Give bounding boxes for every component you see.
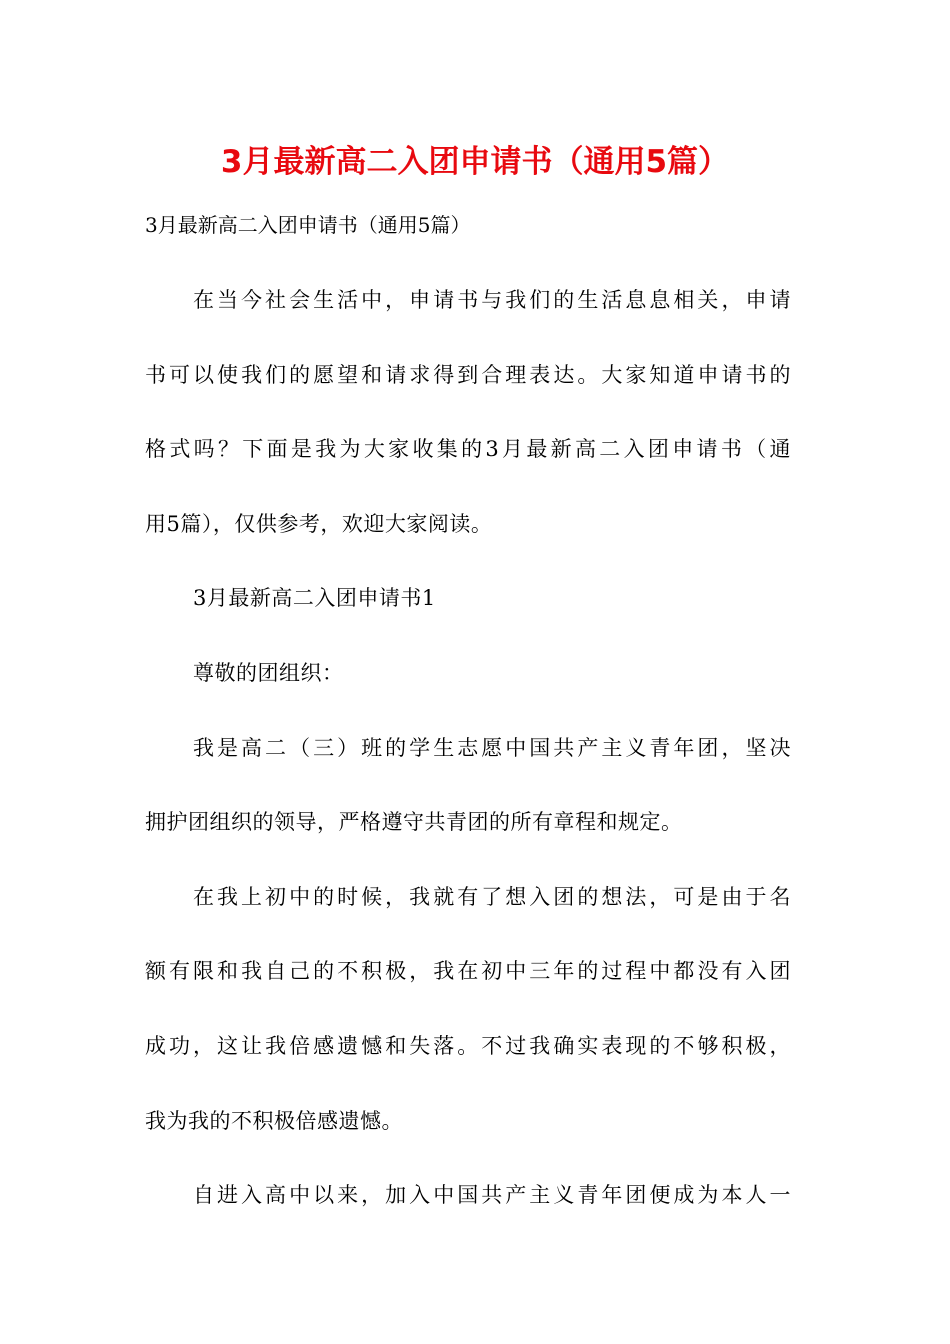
body-line: 用5篇），仅供参考，欢迎大家阅读。 (145, 511, 493, 536)
section-heading: 3月最新高二入团申请书1 (193, 586, 436, 611)
body-line: 在当今社会生活中，申请书与我们的生活息息相关，申请 (193, 288, 791, 312)
body-line: 拥护团组织的领导，严格遵守共青团的所有章程和规定。 (145, 810, 683, 835)
body-line: 自进入高中以来，加入中国共产主义青年团便成为本人一 (193, 1183, 791, 1208)
body-line: 我为我的不积极倍感遗憾。 (145, 1108, 403, 1133)
body-line: 成功，这让我倍感遗憾和失落。不过我确实表现的不够积极， (145, 1033, 791, 1058)
body-line: 书可以使我们的愿望和请求得到合理表达。大家知道申请书的 (145, 362, 791, 387)
salutation: 尊敬的团组织： (193, 660, 344, 685)
body-line: 格式吗？下面是我为大家收集的3月最新高二入团申请书（通 (145, 437, 791, 462)
document-body (145, 282, 791, 1252)
body-line: 我是高二（三）班的学生志愿中国共产主义青年团，坚决 (193, 735, 791, 760)
body-line: 在我上初中的时候，我就有了想入团的想法，可是由于名 (193, 884, 791, 909)
document-subtitle: 3月最新高二入团申请书（通用5篇） (145, 213, 471, 237)
document-title: 3月最新高二入团申请书（通用5篇） (220, 144, 730, 180)
body-line: 额有限和我自己的不积极，我在初中三年的过程中都没有入团 (145, 959, 791, 984)
